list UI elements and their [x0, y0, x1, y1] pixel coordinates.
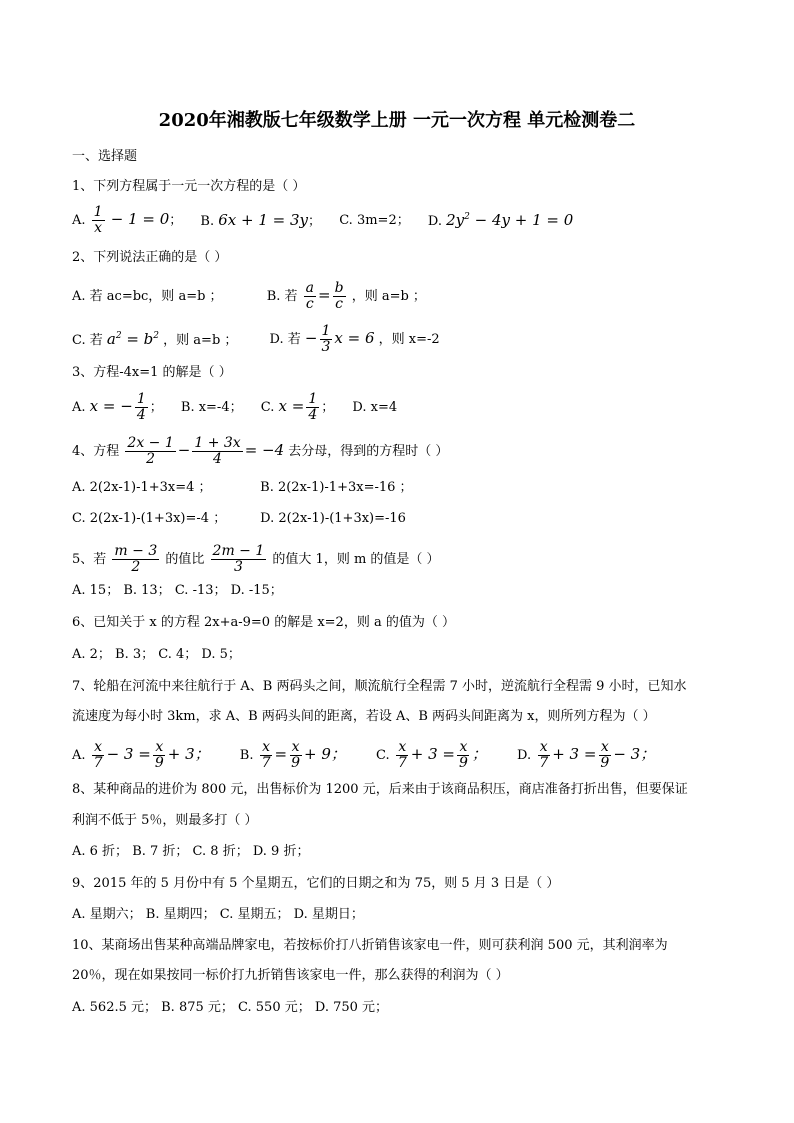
q7-c-mid: + 3 =	[410, 745, 455, 763]
q3-c-den: 4	[308, 407, 318, 423]
q4-d2: 4	[213, 451, 222, 467]
q2-d-num: 1	[321, 323, 331, 339]
question-8-line-1: 8、某种商品的进价为 800 元，出售标价为 1200 元，后来由于该商品积压，商店准备打折出售，但要保证	[72, 782, 688, 797]
q3-option-c: C. x = $\frac{1}{4}$ ；	[260, 391, 335, 423]
q2-d-minus: −	[304, 329, 318, 347]
question-2-row-1	[72, 281, 440, 312]
q7-c-d1: 7	[397, 755, 407, 771]
q2-b-eq: =	[318, 286, 331, 304]
q2-c-pre: C. 若	[72, 332, 103, 348]
q4-eq: = −4	[244, 441, 285, 459]
q3-c-label: C.	[260, 400, 275, 415]
question-1-options	[72, 205, 587, 236]
q4-stem-post: 去分母，得到的方程时（ ）	[288, 444, 449, 459]
q4-option-d: D. 2(2x-1)-(1+3x)=-16	[260, 511, 406, 526]
q2-d-post: ，则 x=-2	[378, 332, 440, 347]
question-9-options: A. 星期六； B. 星期四； C. 星期五； D. 星期日；	[72, 907, 364, 922]
q4-n1: 2x − 1	[127, 435, 174, 451]
question-4-stem	[72, 436, 448, 467]
q2-option-d	[270, 324, 440, 355]
q7-b-n2: x	[291, 739, 300, 755]
q1-d-label: D.	[427, 213, 442, 229]
q1-d-sup: 2	[464, 211, 470, 222]
q5-pre: 5、若	[72, 552, 107, 567]
q4-d1: 2	[146, 451, 156, 467]
q1-d-post: − 4y + 1 = 0	[474, 210, 574, 229]
q2-b-pre: B. 若	[266, 289, 298, 304]
question-4-row-2	[72, 510, 420, 529]
question-3-stem: 3、方程-4x=1 的解是（ ）	[72, 365, 232, 380]
q1-d-pre: 2y	[446, 210, 465, 229]
q7-d-post: − 3；	[613, 745, 656, 763]
q5-n2: 2m − 1	[212, 543, 265, 559]
q2-b-d2: c	[335, 296, 343, 312]
q2-c-sup2: 2	[153, 330, 160, 341]
question-7-line-1: 7、轮船在河流中来往航行于 A、B 两码头之间，顺流航行全程需 7 小时，逆流航行全程需 9 小时，已知水	[72, 679, 687, 694]
q2-b-d1: c	[305, 296, 314, 312]
q2-option-a: A. 若 ac=bc，则 a=b ；	[72, 288, 223, 304]
q7-a-label: A.	[72, 748, 86, 763]
q7-d-d1: 7	[539, 755, 549, 771]
q7-b-d1: 7	[261, 755, 271, 771]
question-10-line-2: 20％，现在如果按同一标价打九折销售该家电一件，那么获得的利润为（ ）	[72, 968, 509, 983]
q5-d2: 3	[233, 559, 243, 575]
q7-c-n1: x	[398, 739, 407, 755]
q7-b-n1: x	[262, 739, 270, 755]
q5-post: 的值大 1，则 m 的值是（ ）	[272, 552, 440, 567]
q3-a-num: 1	[136, 391, 146, 407]
q4-option-c: C. 2(2x-1)-(1+3x)=-4 ；	[72, 511, 227, 526]
q7-a-d1: 7	[93, 755, 103, 771]
question-8-options: A. 6 折； B. 7 折； C. 8 折； D. 9 折；	[72, 844, 310, 859]
q1-a-label: A.	[72, 213, 86, 228]
question-10-options: A. 562.5 元； B. 875 元； C. 550 元； D. 750 元；	[72, 1000, 389, 1015]
question-2-row-2	[72, 324, 454, 355]
q7-b-post: + 9；	[304, 745, 346, 763]
q7-c-post: ；	[471, 745, 487, 763]
q3-option-d: D. x=4	[352, 399, 398, 415]
q7-b-d2: 9	[291, 755, 301, 771]
page-title: 2020年湘教版七年级数学上册 一元一次方程 单元检测卷二	[158, 110, 636, 131]
q7-option-d	[517, 740, 655, 771]
q7-d-mid: + 3 =	[552, 745, 597, 763]
q7-c-label: C.	[376, 748, 390, 763]
section-heading: 一、选择题	[72, 149, 138, 164]
q7-d-n2: x	[600, 739, 609, 755]
q7-d-label: D.	[517, 748, 532, 763]
question-10-line-1: 10、某商场出售某种高端品牌家电，若按标价打八折销售该家电一件，则可获利润 500 元，其利润率为	[72, 938, 668, 953]
q1-option-b: B. 6x + 1 = 3y；	[200, 210, 322, 229]
q2-b-post: ，则 a=b ；	[351, 289, 426, 304]
q2-c-sup1: 2	[115, 330, 122, 341]
q7-a-post: + 3；	[167, 745, 210, 763]
q2-c-eq: = b	[121, 329, 154, 348]
question-7-line-2: 流速度为每小时 3km，求 A、B 两码头间的距离，若设 A、B 两码头间距离为 x，则所列方程为（ ）	[72, 709, 656, 724]
q3-a-pre: x = −	[89, 397, 133, 415]
q1-c-expr: 3m=2	[356, 212, 397, 228]
question-8-line-2: 利润不低于 5％，则最多打（ ）	[72, 813, 258, 828]
q4-option-b: B. 2(2x-1)-1+3x=-16 ；	[260, 480, 413, 495]
q1-a-fraction	[92, 205, 105, 236]
question-6-options: A. 2； B. 3； C. 4； D. 5；	[72, 647, 241, 662]
q3-c-pre: x =	[278, 397, 305, 415]
q3-option-a: A. x = − $\frac{1}{4}$ ；	[72, 391, 163, 423]
question-7-options	[72, 740, 669, 771]
q2-c-post: ，则 a=b ；	[163, 332, 238, 348]
question-5-options: A. 15； B. 13； C. -13； D. -15；	[72, 583, 283, 598]
q7-d-d2: 9	[600, 755, 610, 771]
q5-d1: 2	[131, 559, 141, 575]
q7-d-n1: x	[539, 739, 548, 755]
q2-d-mid: x = 6	[334, 329, 375, 347]
q1-c-label: C.	[339, 212, 353, 228]
q7-c-d2: 9	[458, 755, 468, 771]
q3-option-b: B. x=-4；	[180, 399, 243, 415]
q2-b-n2: b	[334, 280, 344, 296]
q7-option-c	[376, 740, 487, 771]
q1-b-label: B.	[200, 213, 215, 229]
q3-c-num: 1	[308, 391, 318, 407]
question-9-stem: 9、2015 年的 5 月份中有 5 个星期五，它们的日期之和为 75，则 5 月 3 日是（ ）	[72, 876, 560, 891]
question-4-row-1	[72, 479, 427, 498]
q7-option-a	[72, 740, 210, 771]
q2-option-b	[267, 281, 426, 312]
q1-option-d	[428, 211, 573, 231]
q7-b-mid: =	[274, 745, 288, 763]
q4-minus: −	[177, 441, 191, 459]
q5-n1: m − 3	[114, 543, 158, 559]
q3-a-den: 4	[136, 407, 146, 423]
q1-a-num: 1	[93, 204, 103, 220]
q2-b-n1: a	[305, 280, 315, 296]
q2-d-pre: D. 若	[269, 332, 301, 347]
q2-option-c	[72, 330, 237, 350]
q7-a-n1: x	[94, 739, 103, 755]
q4-stem-pre: 4、方程	[72, 444, 120, 459]
q1-a-rest: − 1 = 0	[110, 210, 170, 228]
q7-a-d2: 9	[154, 755, 164, 771]
q4-option-a: A. 2(2x-1)-1+3x=4 ；	[72, 480, 212, 495]
q1-option-c: C. 3m=2；	[339, 212, 410, 228]
question-2-stem: 2、下列说法正确的是（ ）	[72, 250, 228, 265]
q2-c-a: a	[106, 329, 116, 348]
question-5-stem	[72, 544, 440, 575]
q1-a-den: x	[94, 220, 103, 236]
q1-b-expr: 6x + 1 = 3y	[218, 210, 309, 229]
q7-option-b	[240, 740, 346, 771]
q7-c-n2: x	[459, 739, 468, 755]
q5-mid: 的值比	[165, 552, 205, 567]
question-3-options	[72, 392, 411, 423]
q4-n2: 1 + 3x	[194, 435, 241, 451]
question-1-stem: 1、下列方程属于一元一次方程的是（ ）	[72, 179, 306, 194]
q2-d-den: 3	[321, 339, 331, 355]
q7-a-mid: − 3 =	[106, 745, 151, 763]
question-6-stem: 6、已知关于 x 的方程 2x+a-9=0 的解是 x=2，则 a 的值为（ ）	[72, 615, 455, 630]
q1-option-a: A. $\frac{1}{x}$ − 1 = 0；	[72, 204, 183, 236]
q7-b-label: B.	[239, 748, 254, 763]
q7-a-n2: x	[155, 739, 164, 755]
q3-a-label: A.	[72, 400, 86, 415]
